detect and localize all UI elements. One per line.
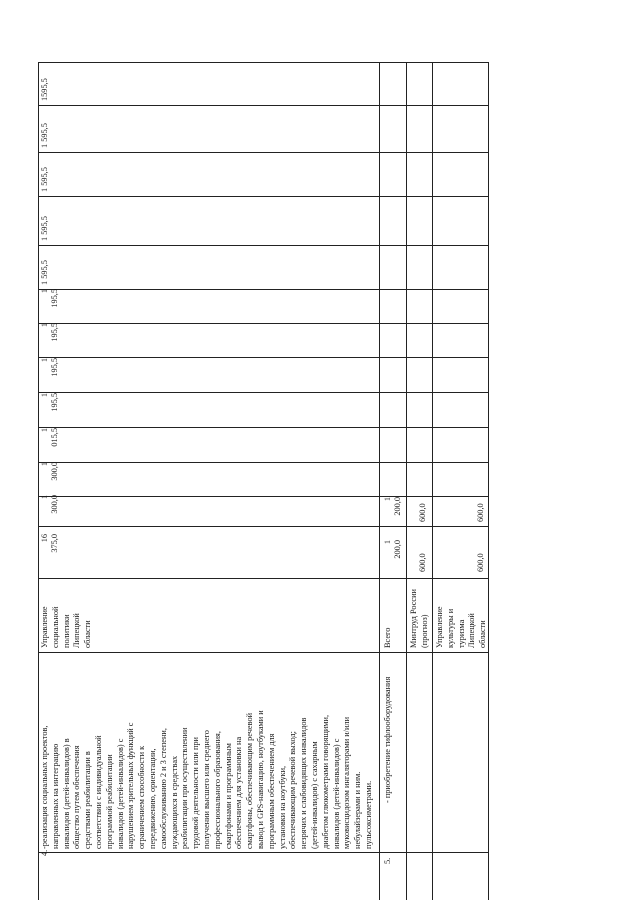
row4-value-part: 015,5 xyxy=(50,428,59,447)
row5-subrow-value xyxy=(383,497,403,522)
col-line-v2 xyxy=(38,496,489,497)
row4-description-line: нуждающихся в средствах xyxy=(169,755,179,849)
col-line-v4 xyxy=(38,427,489,428)
col-line-v3 xyxy=(38,462,489,463)
row4-description-line: смартфоны, обеспечивающим речевой xyxy=(245,712,255,849)
row4-value-part: 375,0 xyxy=(50,534,59,553)
row4-description-line: средствами реабилитации в xyxy=(83,751,93,849)
row5-value-part: 600,0 xyxy=(418,503,427,522)
row5-subrow-label-line: Липецкой xyxy=(467,613,477,648)
row4-description-line: трудовой деятельности или при xyxy=(191,737,201,849)
row4-value-part: 1 595,5 xyxy=(40,260,49,285)
row4-value-part: 16 xyxy=(40,534,49,543)
row4-description-line: инвалидов (детей-инвалидов) в xyxy=(61,738,71,849)
row4-value-part: 1595,5 xyxy=(40,78,49,101)
row4-value-part: 300,0 xyxy=(50,462,59,481)
row4-description-line: профессионального образования, xyxy=(212,731,222,849)
row4-value-9 xyxy=(40,260,50,285)
row5-subrow-value xyxy=(418,503,428,522)
row4-executor xyxy=(40,606,94,648)
row5-subrow-label-line: культуры и xyxy=(445,608,455,648)
row4-description-line: обеспечением для установки на xyxy=(234,736,244,849)
row5-subrow-value xyxy=(383,540,403,572)
row5-subrow-label-line: Управление xyxy=(435,606,444,648)
row4-description-line: ограничением способности к xyxy=(137,745,147,849)
col-line-executor xyxy=(38,578,489,579)
col-line-v7 xyxy=(38,323,489,324)
row4-value-4 xyxy=(40,428,60,458)
row4-description-line: незрячих и слабовидящих инвалидов xyxy=(299,717,309,849)
row5-value-part: 600,0 xyxy=(476,553,485,572)
row5-subrow-value xyxy=(476,553,486,572)
subrow-separator-2 xyxy=(432,62,433,900)
row5-subrow-value xyxy=(476,503,486,522)
col-line-v6 xyxy=(38,357,489,358)
row4-value-part: 1 595,5 xyxy=(40,123,49,148)
row4-description-line: соответствии с индивидуальной xyxy=(93,735,103,849)
row4-description-line: получении высшего или среднего xyxy=(201,730,211,849)
row4-description-line: инвалидов (детей-инвалидов) с xyxy=(331,738,341,849)
row5-value-part: 600,0 xyxy=(418,553,427,572)
row4-description-line: небулайзерами и ним. xyxy=(353,771,363,849)
row4-value-5 xyxy=(40,393,60,423)
row4-executor-line: области xyxy=(83,620,93,648)
row4-value-13 xyxy=(40,78,50,101)
row4-value-7 xyxy=(40,323,60,353)
row4-description xyxy=(40,710,375,849)
col-line-description xyxy=(38,652,489,653)
row5-subrow-label xyxy=(383,628,394,648)
row5-value-part: 200,0 xyxy=(393,540,402,559)
row4-description-line: нарушением зрительных функций с xyxy=(126,722,136,849)
row5-subrow-value xyxy=(418,553,428,572)
row4-value-part: 195,5 xyxy=(50,323,59,342)
row4-value-part: 1 xyxy=(40,323,49,328)
row5-subrow-label-line: области xyxy=(478,620,488,648)
row4-executor-line: социальной xyxy=(50,606,60,648)
row4-value-part: 1 xyxy=(40,358,49,363)
row4-description-line: -реализация социальных проектов, xyxy=(40,725,49,849)
row4-value-part: 1 xyxy=(40,462,49,467)
row4-description-line: инвалидов (детей-инвалидов) с xyxy=(115,738,125,849)
subrow-separator-1 xyxy=(406,62,407,900)
table-border-left xyxy=(38,62,39,900)
col-line-v9 xyxy=(38,245,489,246)
col-line-v10 xyxy=(38,196,489,197)
row4-description-line: программой реабилитации xyxy=(104,754,114,849)
row4-value-12 xyxy=(40,123,50,148)
row5-number: 5. xyxy=(383,857,392,864)
row4-executor-line: Управление xyxy=(40,606,49,648)
table-border-right xyxy=(488,62,489,900)
table-border-top xyxy=(38,62,489,63)
row4-description-line: общество путем обеспечения xyxy=(72,745,82,849)
row5-value-part: 1 xyxy=(383,540,392,545)
row4-executor-line: Липецкой xyxy=(72,613,82,648)
row4-description-line: смартфонами и программным xyxy=(223,743,233,849)
row5-subrow-label-line: Минтруд России xyxy=(409,589,418,648)
row4-value-6 xyxy=(40,358,60,388)
row4-value-part: 1 xyxy=(40,393,49,398)
col-line-v5 xyxy=(38,392,489,393)
row4-value-part: 1 xyxy=(40,289,49,294)
row4-value-part: 1 xyxy=(40,428,49,433)
row4-value-part: 1 595,5 xyxy=(40,216,49,241)
row4-executor-line: политики xyxy=(61,614,71,648)
row4-description-line: направленных на интеграцию xyxy=(50,743,60,849)
row5-subrow-label-line: туризма xyxy=(456,619,466,648)
col-line-v8 xyxy=(38,289,489,290)
row4-description-line: реабилитации при осуществлении xyxy=(180,727,190,849)
row4-value-3 xyxy=(40,462,60,492)
row4-description-line: вывод и GPS-навигацию, ноутбуками и xyxy=(255,710,265,849)
col-line-number xyxy=(38,852,489,853)
row4-value-11 xyxy=(40,167,50,192)
row5-subrow-label-line: Всего xyxy=(383,627,392,648)
row5-value-part: 1 xyxy=(383,497,392,502)
row-separator-4-5 xyxy=(379,62,380,900)
row4-description-line: муковисцидозом ингаляторами и/или xyxy=(342,716,352,849)
col-line-v12 xyxy=(38,105,489,106)
row4-value-part: 1 595,5 xyxy=(40,167,49,192)
row4-value-part: 195,5 xyxy=(50,393,59,412)
row4-value-total xyxy=(40,534,60,574)
row5-subrow-label xyxy=(435,606,489,648)
row4-value-part: 300,0 xyxy=(50,495,59,514)
row4-description-line: самообслуживанию 2 и 3 степени, xyxy=(158,728,168,849)
row5-subrow-label-line: (прогноз) xyxy=(419,614,429,648)
row4-value-8 xyxy=(40,289,60,319)
row5-subrow-label xyxy=(409,589,431,648)
row4-description-line: пульсоксиметрами. xyxy=(363,780,373,849)
col-line-v1 xyxy=(38,526,489,527)
row4-value-part: 195,5 xyxy=(50,358,59,377)
row4-description-line: обеспечивающим речевой выход; xyxy=(288,731,298,849)
row4-description-line: установки на ноутбуки, xyxy=(277,765,287,849)
row5-description: - приобретение тифлооборудования xyxy=(383,676,392,803)
col-line-v11 xyxy=(38,152,489,153)
row4-value-10 xyxy=(40,216,50,241)
row4-description-line: передвижению, ориентации, xyxy=(147,748,157,849)
row5-value-part: 200,0 xyxy=(393,497,402,516)
row4-description-line: диабетом глюкометрами говорящими, xyxy=(320,714,330,849)
row4-value-part: 1 xyxy=(40,495,49,500)
row4-value-part: 195,5 xyxy=(50,289,59,308)
row4-description-line: программным обеспечением для xyxy=(266,733,276,849)
row4-description-line: (детей-инвалидов) с сахарным xyxy=(309,741,319,849)
row4-value-2 xyxy=(40,495,60,522)
row4-number: 4. xyxy=(40,849,49,856)
row5-value-part: 600,0 xyxy=(476,503,485,522)
